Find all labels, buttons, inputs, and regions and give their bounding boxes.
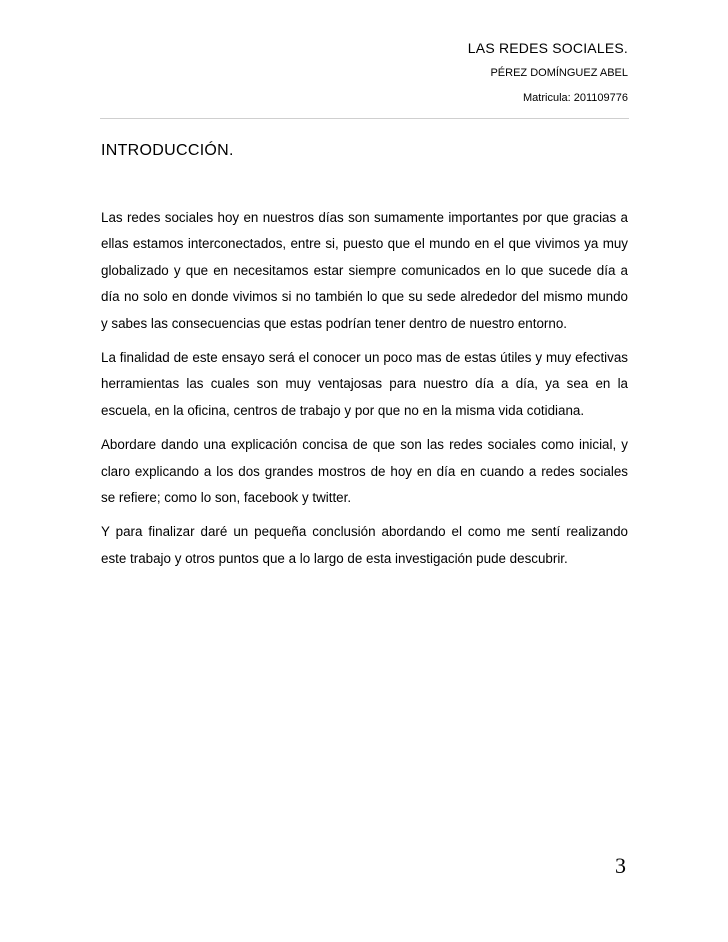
section-title: INTRODUCCIÓN. — [101, 142, 234, 159]
paragraph: Y para finalizar daré un pequeña conclusión abordando el como me sentí realizando este trabajo y otros puntos que a lo largo de esta investigación pude descubrir. — [101, 524, 628, 566]
page-header — [468, 38, 628, 106]
author-name: PÉREZ DOMÍNGUEZ ABEL — [490, 67, 628, 79]
paragraph: Las redes sociales hoy en nuestros días son sumamente importantes por que gracias a ellas estamos interconectados, entre si, puesto que el mundo en el que vivimos ya muy globalizado y que en necesitamos estar siempre comunicados en lo que sucede día a día no solo en donde vivimos si no también lo que su sede alrededor del mismo mundo y sabes las consecuencias que estas podrían tener dentro de nuestro entorno. — [101, 210, 628, 331]
student-id: Matricula: 201109776 — [523, 92, 628, 104]
document-title: LAS REDES SOCIALES. — [467, 40, 628, 56]
body-text — [101, 205, 628, 580]
paragraph: La finalidad de este ensayo será el conocer un poco mas de estas útiles y muy efectivas herramientas las cuales son muy ventajosas para nuestro día a día, ya sea en la escuela, en la oficina, centros de trabajo y por que no en la misma vida cotidiana. — [101, 350, 628, 418]
page-number: 3 — [615, 853, 626, 878]
paragraph: Abordare dando una explicación concisa de que son las redes sociales como inicial, y claro explicando a los dos grandes mostros de hoy en día en cuando a redes sociales se refiere; como lo son, facebook y twitter. — [101, 437, 628, 506]
header-divider — [100, 118, 629, 119]
